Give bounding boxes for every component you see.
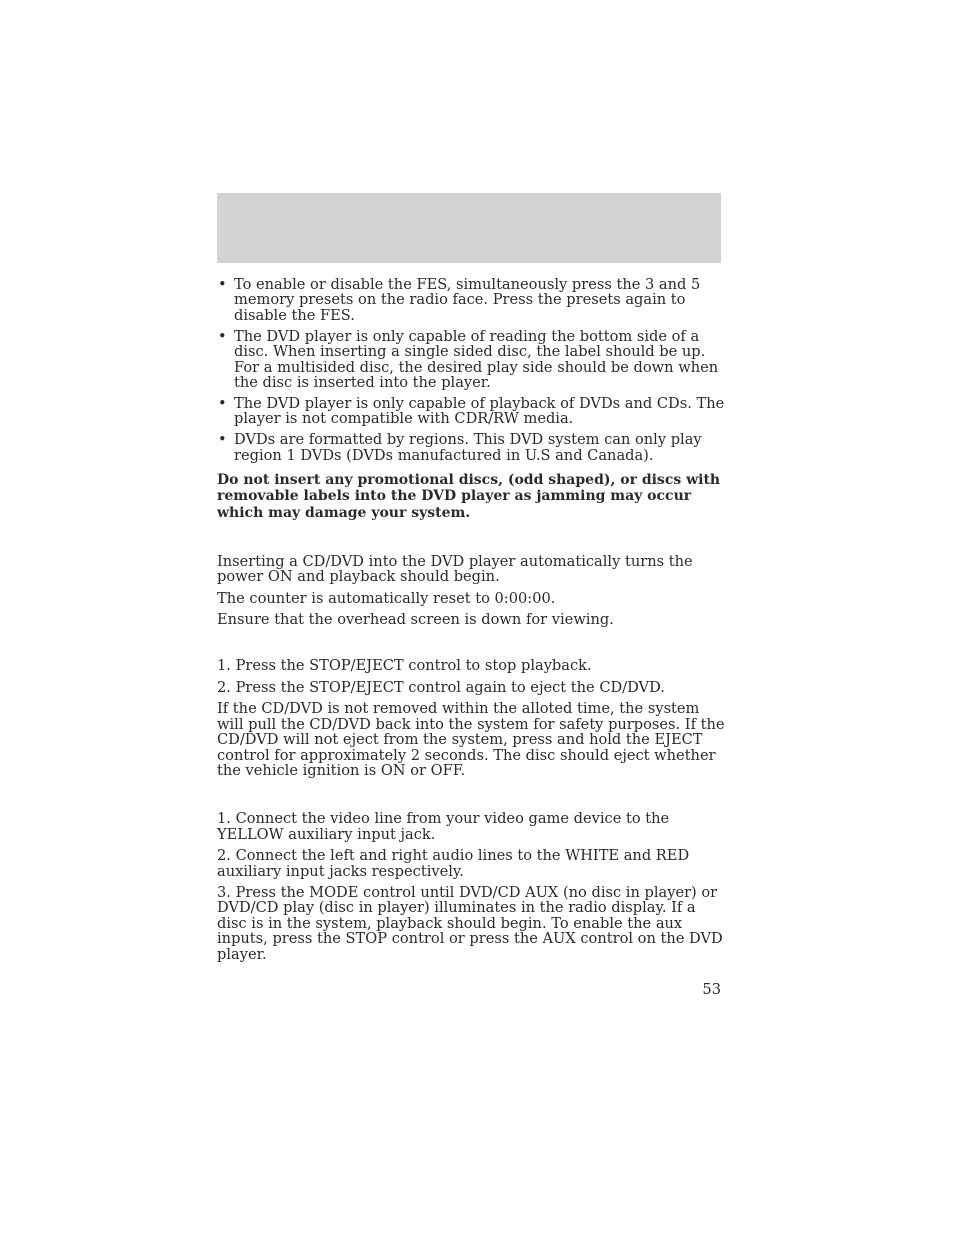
- play-paragraph: The counter is automatically reset to 0:00:00.: [217, 589, 556, 607]
- eject-step: 1. Press the STOP/EJECT control to stop playback.: [217, 657, 592, 675]
- section-gap: [217, 784, 727, 811]
- list-item-text: The DVD player is only capable of playback of DVDs and CDs. The player is not compatible with CDR/RW media.: [234, 395, 725, 428]
- page-content: [217, 277, 727, 968]
- list-item: [217, 396, 727, 427]
- list-item: [217, 277, 727, 323]
- list-item-text: To enable or disable the FES, simultaneously press the 3 and 5 memory presets on the radio face. Press the presets again to disable the FES.: [234, 276, 701, 324]
- section-header-band: [217, 193, 721, 263]
- list-item-text: DVDs are formatted by regions. This DVD system can only play region 1 DVDs (DVDs manufactured in U.S and Canada).: [234, 431, 702, 464]
- aux-step: 1. Connect the video line from your video game device to the YELLOW auxiliary input jack.: [217, 810, 670, 843]
- aux-step: 2. Connect the left and right audio lines to the WHITE and RED auxiliary input jacks respectively.: [217, 847, 690, 880]
- bullet-icon: •: [218, 395, 227, 413]
- bullet-icon: •: [218, 431, 227, 449]
- list-item-text: The DVD player is only capable of reading the bottom side of a disc. When inserting a single sided disc, the label should be up. For a multisided disc, the desired play side should be down when the disc is inserted into the player.: [234, 327, 719, 392]
- play-paragraph: Ensure that the overhead screen is down for viewing.: [217, 611, 614, 629]
- list-item: [217, 329, 727, 391]
- eject-paragraph: If the CD/DVD is not removed within the alloted time, the system will pull the CD/DVD back into the system for safety purposes. If the CD/DVD will not eject from the system, press and hold the EJECT control for approximately 2 seconds. The disc should eject whether the vehicle ignition is ON or OFF.: [217, 700, 725, 779]
- page-number: 53: [702, 981, 721, 998]
- bullet-list: [217, 277, 727, 463]
- eject-step: 2. Press the STOP/EJECT control again to eject the CD/DVD.: [217, 678, 665, 696]
- list-item: [217, 432, 727, 463]
- section-gap: [217, 633, 727, 658]
- warning-text: Do not insert any promotional discs, (odd shaped), or discs with removable labels into the DVD player as jamming may occur which may damage your system.: [217, 472, 721, 521]
- play-paragraph: Inserting a CD/DVD into the DVD player automatically turns the power ON and playback should begin.: [217, 552, 693, 586]
- bullet-icon: •: [218, 276, 227, 293]
- bullet-icon: •: [218, 327, 227, 345]
- section-gap: [217, 521, 727, 554]
- aux-step: 3. Press the MODE control until DVD/CD AUX (no disc in player) or DVD/CD play (disc in player) illuminates in the radio display. If a disc is in the system, playback should begin. To enable the aux inputs, press the STOP control or press the AUX control on the DVD player.: [217, 883, 723, 963]
